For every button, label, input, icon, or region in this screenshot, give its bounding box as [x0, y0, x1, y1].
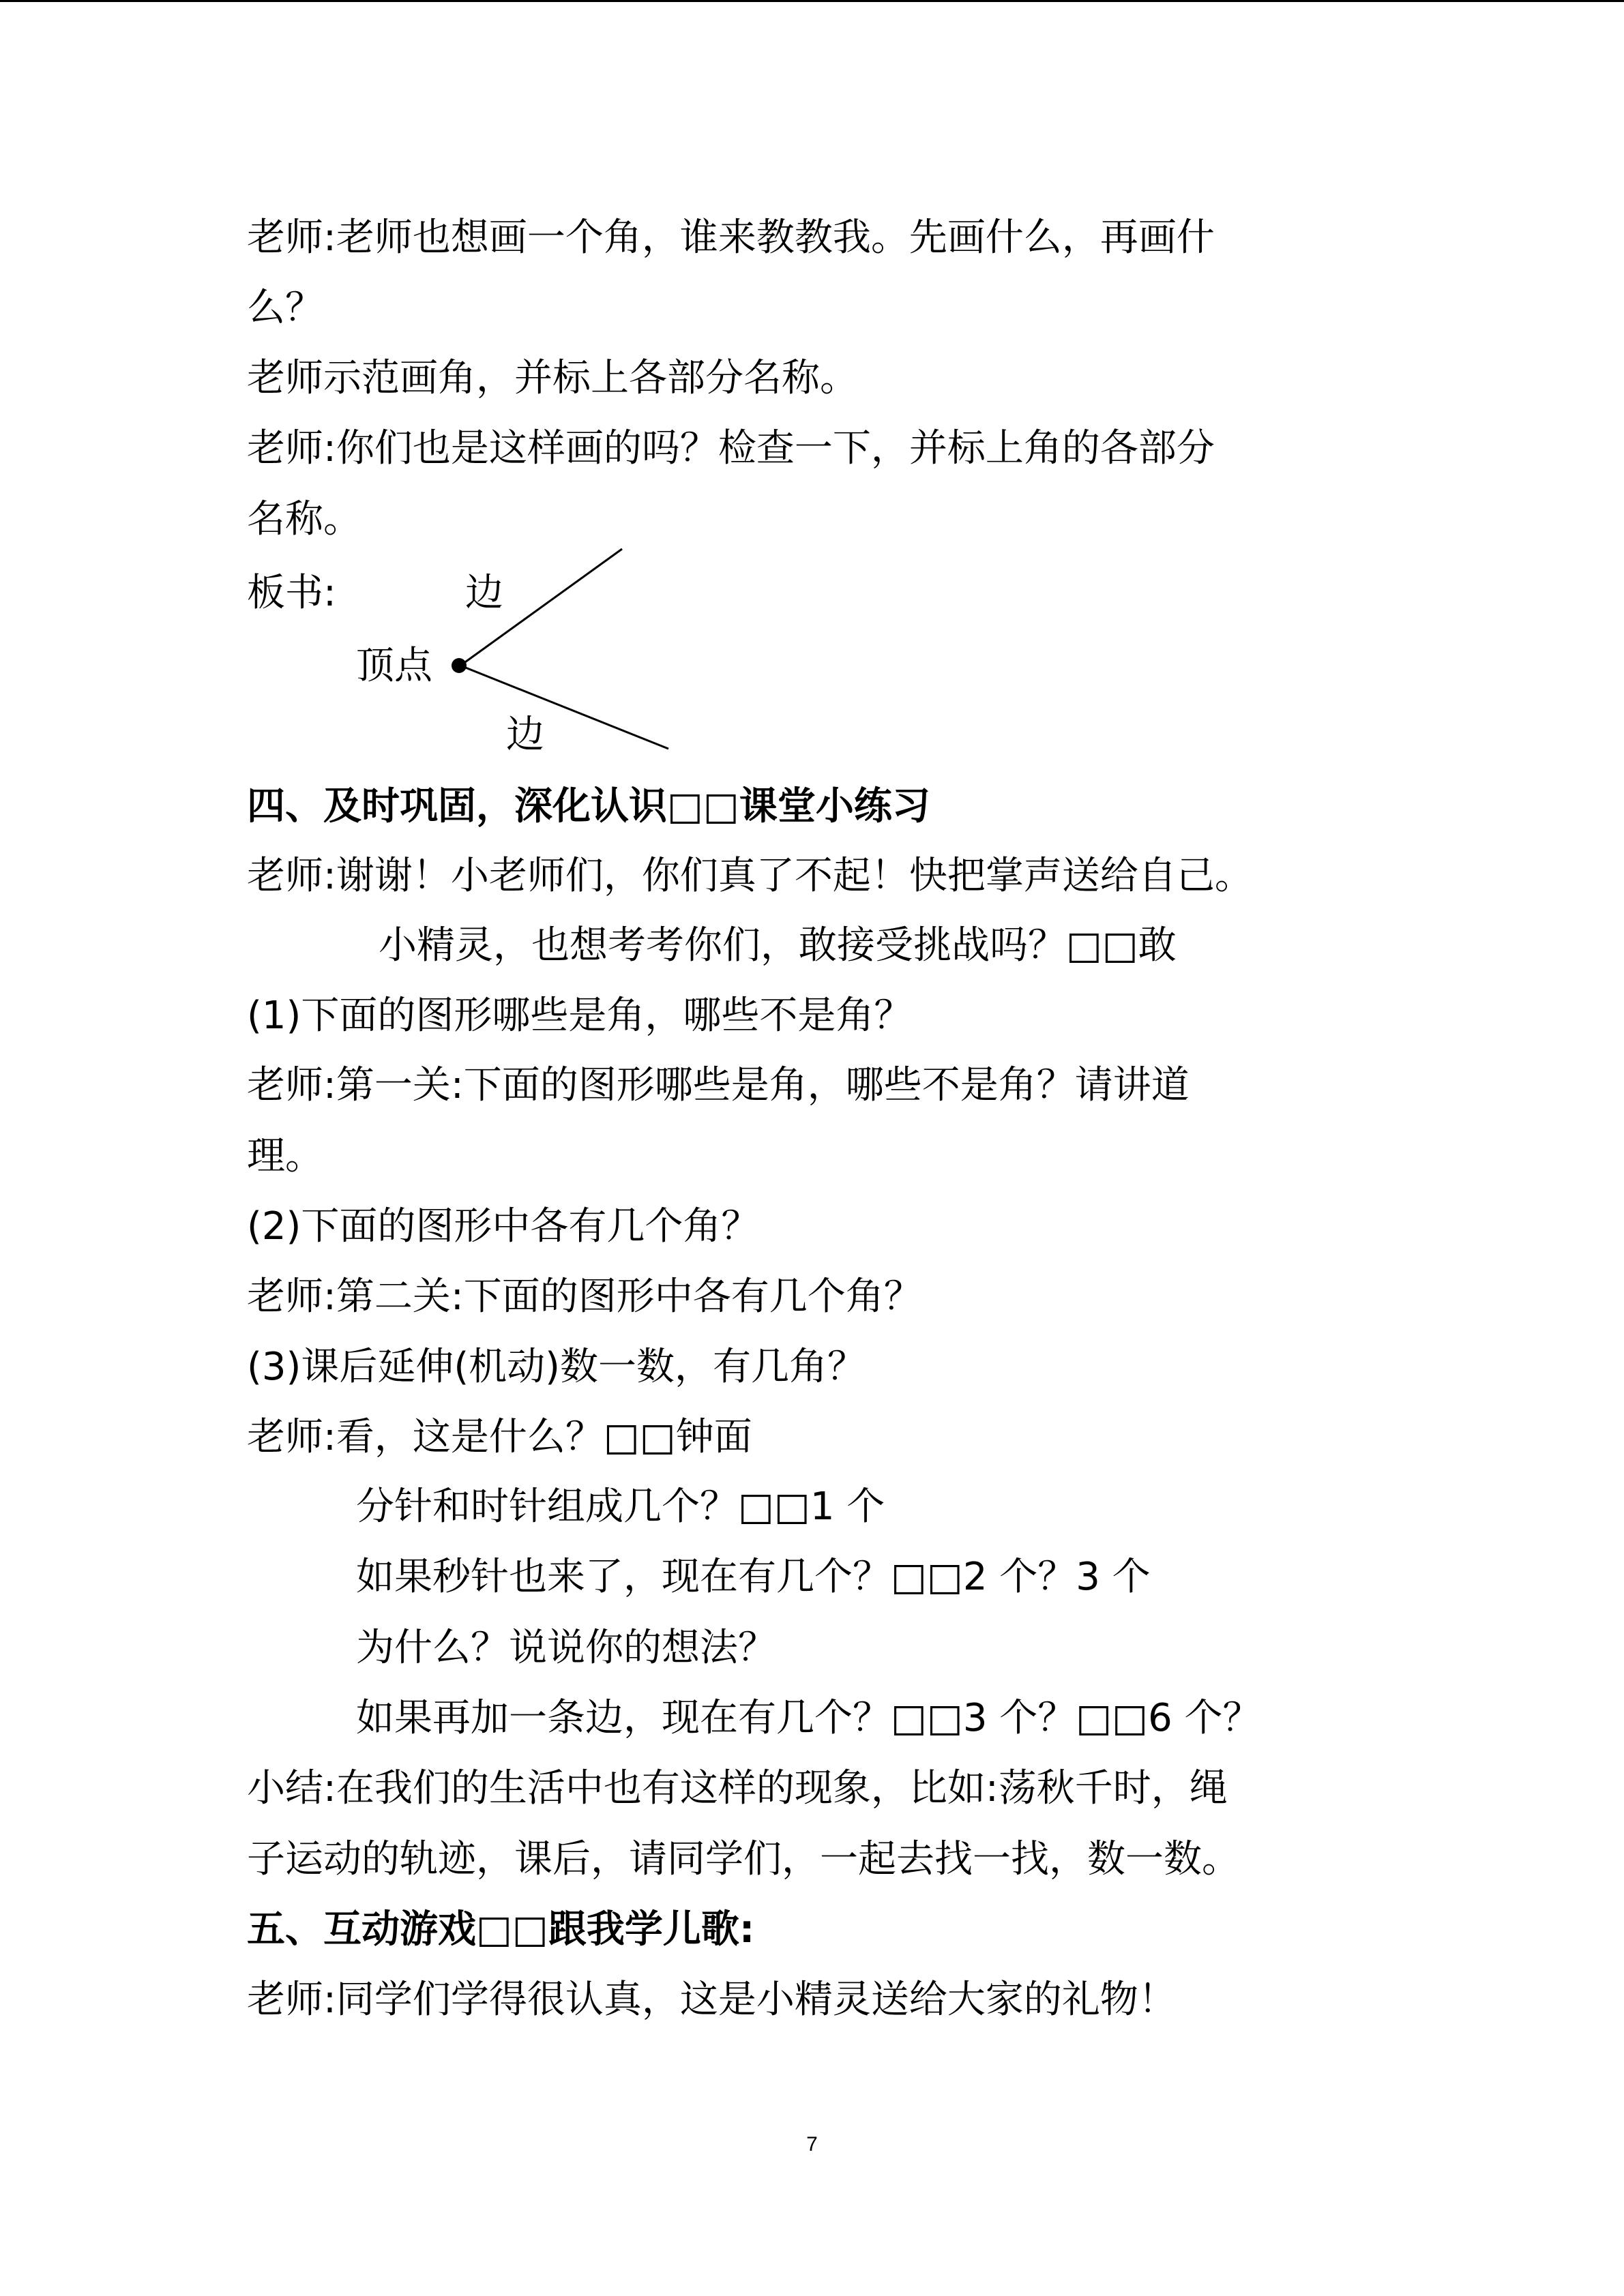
angle-vertex-label: 顶点 — [356, 644, 432, 688]
paragraph-line: 理。 — [247, 1134, 323, 1178]
page-number: 7 — [806, 2133, 818, 2156]
paragraph-line: 老师:谢谢！小老师们，你们真了不起！快把掌声送给自己。 — [247, 854, 1253, 898]
paragraph-line: 么？ — [247, 286, 323, 330]
section-heading-5: 五、互动游戏□□跟我学儿歌: — [247, 1907, 755, 1952]
paragraph-line: 小精灵，也想考考你们，敢接受挑战吗？□□敢 — [379, 923, 1177, 968]
paragraph-line: 如果秒针也来了，现在有几个？□□2 个？3 个 — [356, 1555, 1151, 1599]
paragraph-line: 如果再加一条边，现在有几个？□□3 个？□□6 个？ — [356, 1696, 1261, 1740]
angle-edge-label-bottom: 边 — [506, 713, 544, 757]
paragraph-line: 为什么？说说你的想法？ — [356, 1626, 776, 1670]
angle-diagram — [0, 0, 1624, 818]
board-label: 板书: — [247, 571, 336, 615]
paragraph-line: 分针和时针组成几个？□□1 个 — [356, 1485, 885, 1529]
section-heading-4: 四、及时巩固，深化认识□□课堂小练习 — [247, 784, 930, 829]
paragraph-line: 老师:第一关:下面的图形哪些是角，哪些不是角？请讲道 — [247, 1063, 1190, 1107]
paragraph-line: 名称。 — [247, 497, 361, 541]
paragraph-line: 老师:同学们学得很认真，这是小精灵送给大家的礼物！ — [247, 1978, 1177, 2022]
paragraph-line: 小结:在我们的生活中也有这样的现象，比如:荡秋千时，绳 — [247, 1766, 1228, 1810]
angle-bottom-ray — [460, 666, 668, 749]
paragraph-line: 老师:第二关:下面的图形中各有几个角？ — [247, 1274, 922, 1319]
paragraph-line: (3)课后延伸(机动)数一数，有几角？ — [247, 1345, 866, 1389]
paragraph-line: 老师:你们也是这样画的吗？检查一下，并标上角的各部分 — [247, 426, 1215, 471]
paragraph-line: 老师:老师也想画一个角，谁来教教我。先画什么，再画什 — [247, 215, 1215, 260]
paragraph-line: (1)下面的图形哪些是角，哪些不是角？ — [247, 994, 913, 1038]
angle-vertex-dot — [452, 658, 467, 673]
paragraph-line: 子运动的轨迹，课后，请同学们，一起去找一找，数一数。 — [247, 1837, 1240, 1881]
angle-edge-label-top: 边 — [465, 571, 503, 615]
paragraph-line: 老师:看，这是什么？□□钟面 — [247, 1415, 752, 1459]
paragraph-line: 老师示范画角，并标上各部分名称。 — [247, 356, 858, 400]
paragraph-line: (2)下面的图形中各有几个角？ — [247, 1204, 760, 1249]
